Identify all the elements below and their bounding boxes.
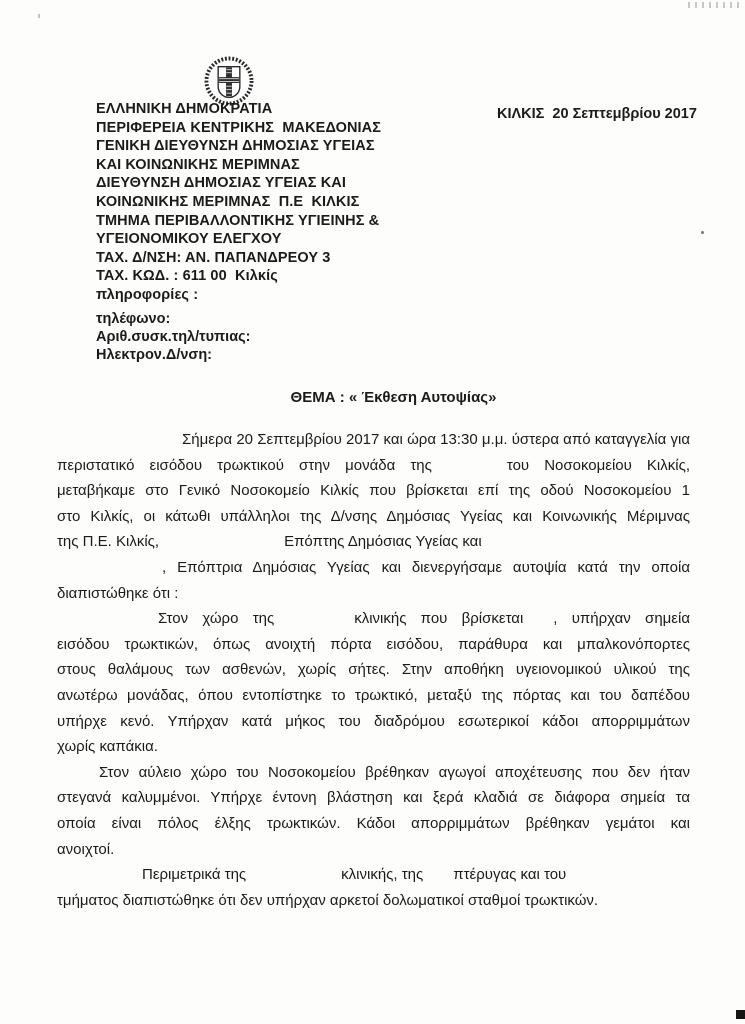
body-line: , Επόπτρια Δημόσιας Υγείας και διενεργήσαμε αυτοψία κατά την οποία — [57, 555, 690, 581]
redaction-gap — [159, 545, 284, 546]
letterhead-line: ΕΛΛΗΝΙΚΗ ΔΗΜΟΚΡΑΤΙΑ — [96, 101, 273, 117]
letterhead-line: ΔΙΕΥΘΥΝΣΗ ΔΗΜΟΣΙΑΣ ΥΓΕΙΑΣ ΚΑΙ — [96, 175, 347, 192]
body-line: Στον αύλειο χώρο του Νοσοκομείου βρέθηκαν αγωγοί αποχέτευσης που δεν ήταν — [99, 763, 690, 781]
body-line: Στον χώρο της κλινικής που βρίσκεται , υπήρχαν σημεία — [158, 610, 690, 628]
subject-line: ΘΕΜΑ : « Έκθεση Αυτοψίας» — [290, 389, 497, 406]
body-text — [57, 427, 690, 913]
body-line: περιστατικό εισόδου τρωκτικού στην μονάδα της του Νοσοκομείου Κιλκίς, — [57, 456, 690, 474]
letterhead-line: ΤΑΧ. ΚΩΔ. : 611 00 Κιλκίς — [96, 268, 278, 285]
letterhead-line: πληροφορίες : — [96, 286, 199, 303]
body-line: ανωτέρω μονάδας, όπου εντοπίστηκε το τρωκτικό, μεταξύ της πόρτας και του δαπέδου — [57, 686, 690, 704]
redaction-gap — [370, 571, 382, 572]
body-line: στους θαλάμους των ασθενών, χωρίς σήτες. Στην αποθήκη υγειονομικού υλικού της — [57, 661, 690, 679]
letterhead-line: ΤΜΗΜΑ ΠΕΡΙΒΑΛΛΟΝΤΙΚΗΣ ΥΓΙΕΙΝΗΣ & — [96, 212, 380, 229]
redaction-gap — [423, 878, 453, 879]
scan-artifact — [38, 14, 40, 18]
scan-artifact — [701, 231, 704, 234]
letterhead-contact-block — [96, 311, 250, 364]
letterhead-line: Αριθ.συσκ.τηλ/τυπιας: — [96, 328, 251, 345]
body-line: διαπιστώθηκε ότι : — [57, 584, 179, 602]
redaction-gap — [274, 622, 354, 623]
redaction-gap — [246, 878, 341, 879]
letterhead-line: Ηλεκτρον.Δ/νση: — [96, 346, 213, 363]
body-line: χωρίς καπάκια. — [57, 738, 158, 756]
body-line: μεταβήκαμε στο Γενικό Νοσοκομείο Κιλκίς που βρίσκεται επί της οδού Νοσοκομείου 1 — [57, 482, 690, 500]
body-line: Περιμετρικά της κλινικής, της πτέρυγας και του — [142, 866, 567, 884]
body-line: τμήματος διαπιστώθηκε ότι δεν υπήρχαν αρκετοί δολωματικοί σταθμοί τρωκτικών. — [57, 891, 599, 909]
body-line: της Π.Ε. Κιλκίς, Επόπτης Δημόσιας Υγείας και — [57, 533, 482, 551]
letterhead-line: ΥΓΕΙΟΝΟΜΙΚΟΥ ΕΛΕΓΧΟΥ — [96, 231, 282, 248]
letterhead-line: ΚΟΙΝΩΝΙΚΗΣ ΜΕΡΙΜΝΑΣ Π.Ε ΚΙΛΚΙΣ — [96, 193, 360, 210]
letterhead-line: τηλέφωνο: — [96, 311, 171, 327]
body-line: στο Κιλκίς, οι κάτωθι υπάλληλοι της Δ/νσης Δημόσιας Υγείας και Κοινωνικής Μέριμνας — [57, 507, 690, 525]
letterhead-line: ΚΑΙ ΚΟΙΝΩΝΙΚΗΣ ΜΕΡΙΜΝΑΣ — [96, 156, 300, 173]
body-line: Σήμερα 20 Σεπτεμβρίου 2017 και ώρα 13:30 μ.μ. ύστερα από καταγγελία για — [182, 431, 690, 448]
body-line: υπήρχε κενό. Υπήρχαν κατά μήκος του διαδρόμου εσωτερικοί κάδοι απορριμμάτων — [57, 712, 690, 730]
body-line: οποία είναι πόλος έλξης τρωκτικών. Κάδοι απορριμμάτων βρέθηκαν γεμάτοι και — [57, 814, 690, 832]
body-line: ανοιχτοί. — [57, 840, 115, 858]
scan-artifact — [736, 1010, 745, 1019]
redaction-gap — [432, 469, 507, 470]
scan-artifact — [688, 2, 742, 8]
redaction-gap — [523, 622, 553, 623]
body-line: εισόδου τρωκτικών, όπως ανοιχτή πόρτα εισόδου, παράθυρα και μπαλκονόπορτες — [57, 635, 690, 653]
letterhead-line: ΠΕΡΙΦΕΡΕΙΑ ΚΕΝΤΡΙΚΗΣ ΜΑΚΕΔΟΝΙΑΣ — [96, 119, 382, 136]
body-line: στεγανά καλυμμένοι. Υπήρχε έντονη βλάστηση και ξερά κλαδιά σε διάφορα σημεία τα — [57, 789, 690, 807]
letterhead-line: ΓΕΝΙΚΗ ΔΙΕΥΘΥΝΣΗ ΔΗΜΟΣΙΑΣ ΥΓΕΙΑΣ — [96, 138, 375, 155]
date-line: ΚΙΛΚΙΣ 20 Σεπτεμβρίου 2017 — [497, 106, 697, 122]
letterhead-org-block — [96, 100, 381, 305]
letterhead-line: ΤΑΧ. Δ/ΝΣΗ: ΑΝ. ΠΑΠΑΝΔΡΕΟΥ 3 — [96, 249, 331, 266]
redaction-gap — [57, 571, 162, 572]
